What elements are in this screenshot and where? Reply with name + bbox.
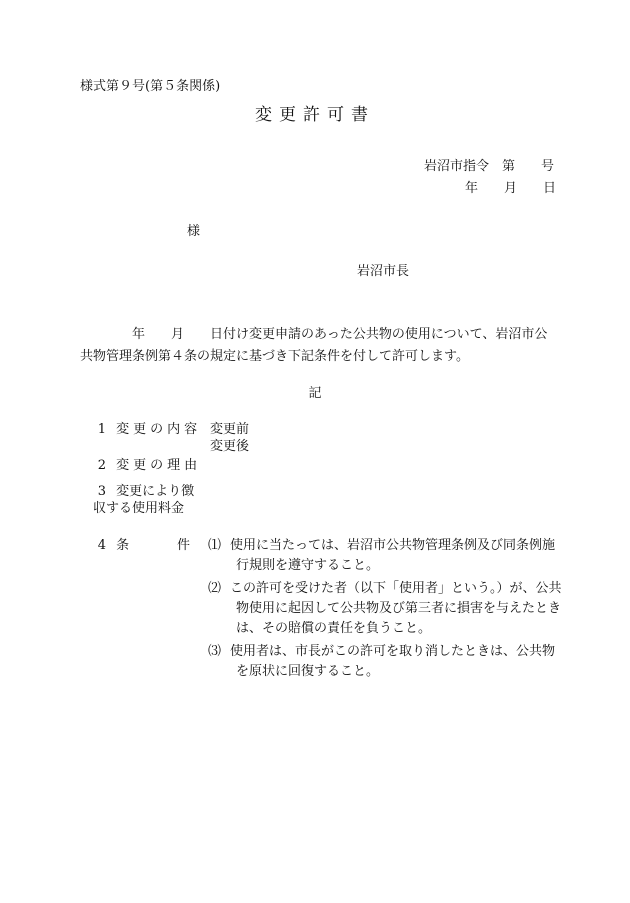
body-text: 日付け変更申請のあった公共物の使用について、岩沼市公共物管理条例第４条の規定に基づき下記条件を付して許可します。 [80, 327, 548, 364]
item-1-value-after: 変更後 [210, 439, 250, 454]
issue-date: 年 月 日 [465, 181, 557, 196]
conditions-list [208, 536, 563, 685]
document-title: 変更許可書 [255, 105, 375, 125]
item-number: 3 [97, 484, 106, 499]
condition-text: この許可を受けた者（以下「使用者」という。）が、公共物使用に起因して公共物及び第三者に損害を与えたときは、その賠償の責任を負うこと。 [230, 581, 562, 636]
item-label-left: 条 [116, 538, 130, 553]
item-number: 4 [97, 538, 106, 553]
item-number: 1 [97, 422, 106, 437]
issuer: 岩沼市長 [357, 264, 410, 279]
item-2 [80, 456, 201, 476]
condition-text: 使用に当たっては、岩沼市公共物管理条例及び同条例施行規則を遵守すること。 [230, 538, 556, 573]
condition-mark: ⑵ [208, 581, 222, 596]
item-1 [80, 420, 201, 440]
item-label-line-1: 変更により徴 [116, 484, 195, 499]
item-4 [80, 536, 129, 556]
item-label: 変更の理由 [116, 458, 202, 473]
item-1-value-before: 変更前 [210, 422, 250, 437]
document-number: 岩沼市指令 第 号 [424, 159, 555, 174]
condition-mark: ⑶ [208, 644, 222, 659]
item-3-label-line-2: 収する使用料金 [93, 501, 185, 516]
addressee: 様 [187, 224, 201, 239]
condition-mark: ⑴ [208, 538, 222, 553]
form-number: 様式第９号(第５条関係) [80, 79, 221, 94]
ki-heading: 記 [308, 386, 322, 401]
item-label: 変更の内容 [116, 422, 202, 437]
condition-text: 使用者は、市長がこの許可を取り消したときは、公共物を原状に回復すること。 [230, 644, 556, 679]
condition-item [208, 642, 563, 682]
condition-item [208, 579, 563, 639]
item-4-label-right: 件 [177, 538, 191, 553]
body-paragraph [80, 324, 560, 368]
condition-item [208, 536, 563, 576]
body-date-prefix: 年 月 [132, 327, 211, 342]
item-number: 2 [97, 458, 106, 473]
